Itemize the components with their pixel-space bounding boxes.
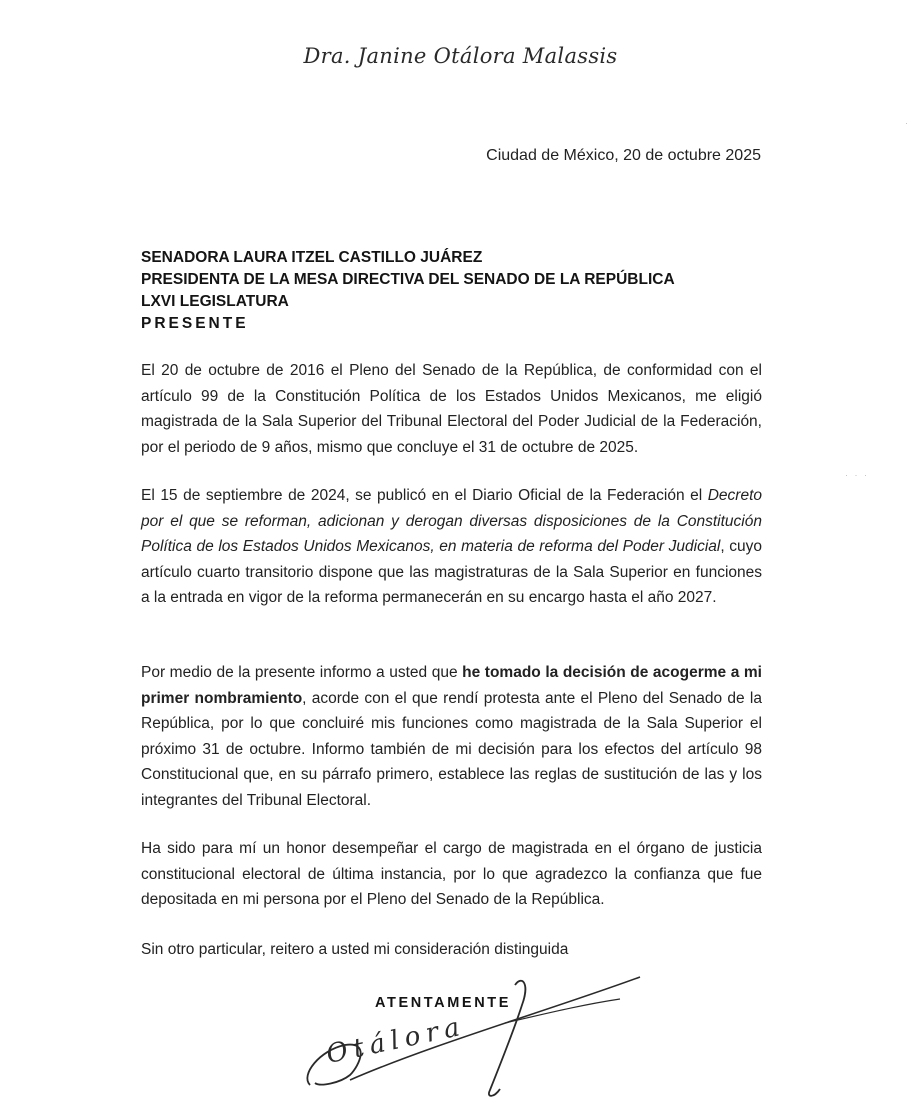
paragraph-2-end: , cuyo artículo cuarto transitorio dispone que las magistraturas de la Sala Superior en funciones a la entrada en vigor de la reforma permanecerán en su encargo hasta el año 2027. — [141, 538, 762, 606]
recipient-name: SENADORA LAURA ITZEL CASTILLO JUÁREZ — [141, 249, 483, 266]
paragraph-3 — [141, 660, 762, 813]
closing: ATENTAMENTE — [375, 995, 511, 1011]
scan-speck: · · · — [845, 470, 869, 480]
paragraph-4: Ha sido para mí un honor desempeñar el cargo de magistrada en el órgano de justicia constitucional electoral de última instancia, por lo que agradezco la confianza que fue depositada en mi persona por el Pleno del Senado de la República. — [141, 840, 762, 908]
signature-handwriting: Otálora — [323, 1011, 469, 1070]
recipient-greeting: PRESENTE — [141, 315, 249, 332]
decision-statement: he tomado la decisión de acogerme a mi primer nombramiento — [141, 664, 762, 707]
paragraph-3-start: Por medio de la presente informo a usted que — [141, 664, 463, 681]
paragraph-2-start: El 15 de septiembre de 2024, se publicó en el Diario Oficial de la Federación el — [141, 487, 708, 504]
paragraph-2 — [141, 483, 762, 611]
paragraph-5: Sin otro particular, reitero a usted mi consideración distinguida — [141, 941, 569, 958]
paragraph-3-end: , acorde con el que rendí protesta ante el Pleno del Senado de la República, por lo que concluiré mis funciones como magistrada de la Sala Superior el próximo 31 de octubre. Informo también de mi decisión para los efectos del artículo 98 Constitucional que, en su párrafo primero, establece las reglas de sustitución de las y los integrantes del Tribunal Electoral. — [141, 689, 762, 809]
date-line: Ciudad de México, 20 de octubre 2025 — [486, 147, 761, 164]
decree-title: Decreto por el que se reforman, adicionan y derogan diversas disposiciones de la Constitución Política de los Estados Unidos Mexicanos, en materia de reforma del Poder Judicial — [141, 487, 762, 555]
scan-speck: · — [905, 118, 910, 128]
paragraph-1: El 20 de octubre de 2016 el Pleno del Senado de la República, de conformidad con el artículo 99 de la Constitución Política de los Estados Unidos Mexicanos, me eligió magistrada de la Sala Superior del Tribunal Electoral del Poder Judicial de la Federación, por el periodo de 9 años, mismo que concluye el 31 de octubre de 2025. — [141, 362, 762, 456]
recipient-title: PRESIDENTA DE LA MESA DIRECTIVA DEL SENADO DE LA REPÚBLICA — [141, 271, 675, 288]
recipient-block — [141, 247, 675, 335]
letterhead-name: Dra. Janine Otálora Malassis — [303, 44, 618, 68]
recipient-legislature: LXVI LEGISLATURA — [141, 293, 289, 310]
